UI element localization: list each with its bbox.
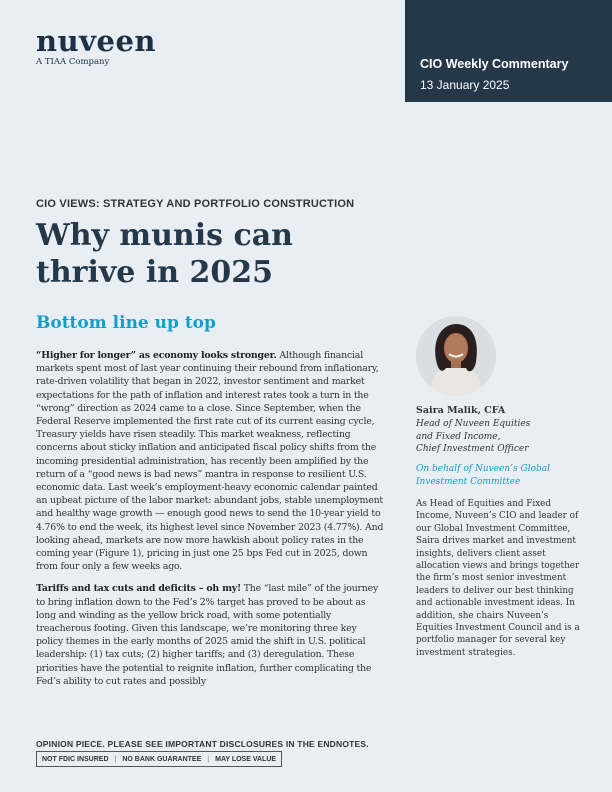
paragraph-2-lead: Tariffs and tax cuts and deficits – oh my! bbox=[36, 583, 241, 595]
article-body bbox=[36, 349, 386, 697]
section-kicker: CIO VIEWS: STRATEGY AND PORTFOLIO CONSTRUCTION bbox=[36, 198, 355, 210]
paragraph-2 bbox=[36, 582, 386, 688]
logo-tagline: A TIAA Company bbox=[36, 57, 110, 67]
disclaimer-badges bbox=[36, 751, 282, 767]
badge-not-fdic-insured: NOT FDIC INSURED bbox=[42, 755, 109, 763]
title-line-2: thrive in 2025 bbox=[36, 255, 273, 290]
badge-may-lose-value: MAY LOSE VALUE bbox=[215, 755, 277, 763]
author-bio bbox=[416, 498, 586, 659]
committee-note-line-1: On behalf of Nuveen’s Global bbox=[416, 464, 551, 474]
paragraph-1-lead: “Higher for longer” as economy looks stronger. bbox=[36, 350, 277, 361]
section-subhead: Bottom line up top bbox=[36, 313, 216, 333]
author-bio-text: As Head of Equities and Fixed Income, Nuveen’s CIO and leader of our Global Investment Committee, Saira drives market and investment insights, delivers client asset allocation views and brings together the firm’s most senior investment leaders to deliver our best thinking and actionable investment ideas. In addition, she chairs Nuveen’s Equities Investment Council and is a portfolio manager for several key investment strategies. bbox=[416, 499, 580, 658]
paragraph-1 bbox=[36, 349, 386, 573]
disclosure-note: OPINION PIECE. PLEASE SEE IMPORTANT DISCLOSURES IN THE ENDNOTES. bbox=[36, 739, 369, 749]
publication-title: CIO Weekly Commentary bbox=[420, 57, 569, 71]
paragraph-2-text: The “last mile” of the journey to bring inflation down to the Fed’s 2% target has proved to be about as long and winding as the yellow brick road, with some potentially treacherous footing. Given this landscape, we’re monitoring three key policy themes in the early months of 2025 amid the shift in U.S. political leadership: (1) tax cuts; (2) higher tariffs; and (3) deregulation. These priorities have the potential to reignite inflation, further complicating the Fed’s ability to cut rates and possibly bbox=[36, 583, 379, 687]
author-title-line-1: Head of Nuveen Equities bbox=[416, 419, 531, 429]
header-banner bbox=[405, 0, 612, 102]
publication-date: 13 January 2025 bbox=[420, 78, 510, 92]
author-title bbox=[416, 418, 530, 456]
paragraph-1-text: Although financial markets spent most of last year continuing their rebound from inflationary, rate-driven volatility that began in 2022, investor sentiment and market expectations for the path of inflation and interest rates took a turn in the “wrong” direction as 2024 came to a close. Since September, when the Federal Reserve implemented the first rate cut of its current easing cycle, Treasury yields have risen steadily. This market weakness, reflecting concerns about sticky inflation and anticipated fiscal policy shifts from the incoming presidential administration, has recently been amplified by the return of a “good news is bad news” mantra in response to resilient U.S. economic data. Last week’s employment-heavy economic calendar painted an upbeat picture of the labor market: abundant jobs, stable unemployment and healthy wage growth — enough good news to send the 10-year yield to 4.76% to end the week, its highest level since November 2023 (4.77%). And looking ahead, markets are now more hawkish about policy rates in the coming year (Figure 1), pricing in just one 25 bps Fed cut in 2025, down from four only a few weeks ago. bbox=[36, 350, 384, 573]
author-title-line-2: and Fixed Income, bbox=[416, 431, 501, 442]
page-title bbox=[36, 217, 396, 291]
author-title-line-3: Chief Investment Officer bbox=[416, 444, 529, 454]
badge-divider: | bbox=[114, 755, 117, 763]
badge-no-bank-guarantee: NO BANK GUARANTEE bbox=[122, 755, 202, 763]
logo-wordmark: nuveen bbox=[36, 24, 157, 58]
committee-note bbox=[416, 463, 550, 488]
title-line-1: Why munis can bbox=[36, 218, 293, 253]
committee-note-line-2: Investment Committee bbox=[416, 476, 521, 487]
author-name: Saira Malik, CFA bbox=[416, 405, 506, 416]
nuveen-logo bbox=[36, 26, 156, 67]
badge-divider: | bbox=[207, 755, 210, 763]
author-photo bbox=[416, 316, 496, 396]
